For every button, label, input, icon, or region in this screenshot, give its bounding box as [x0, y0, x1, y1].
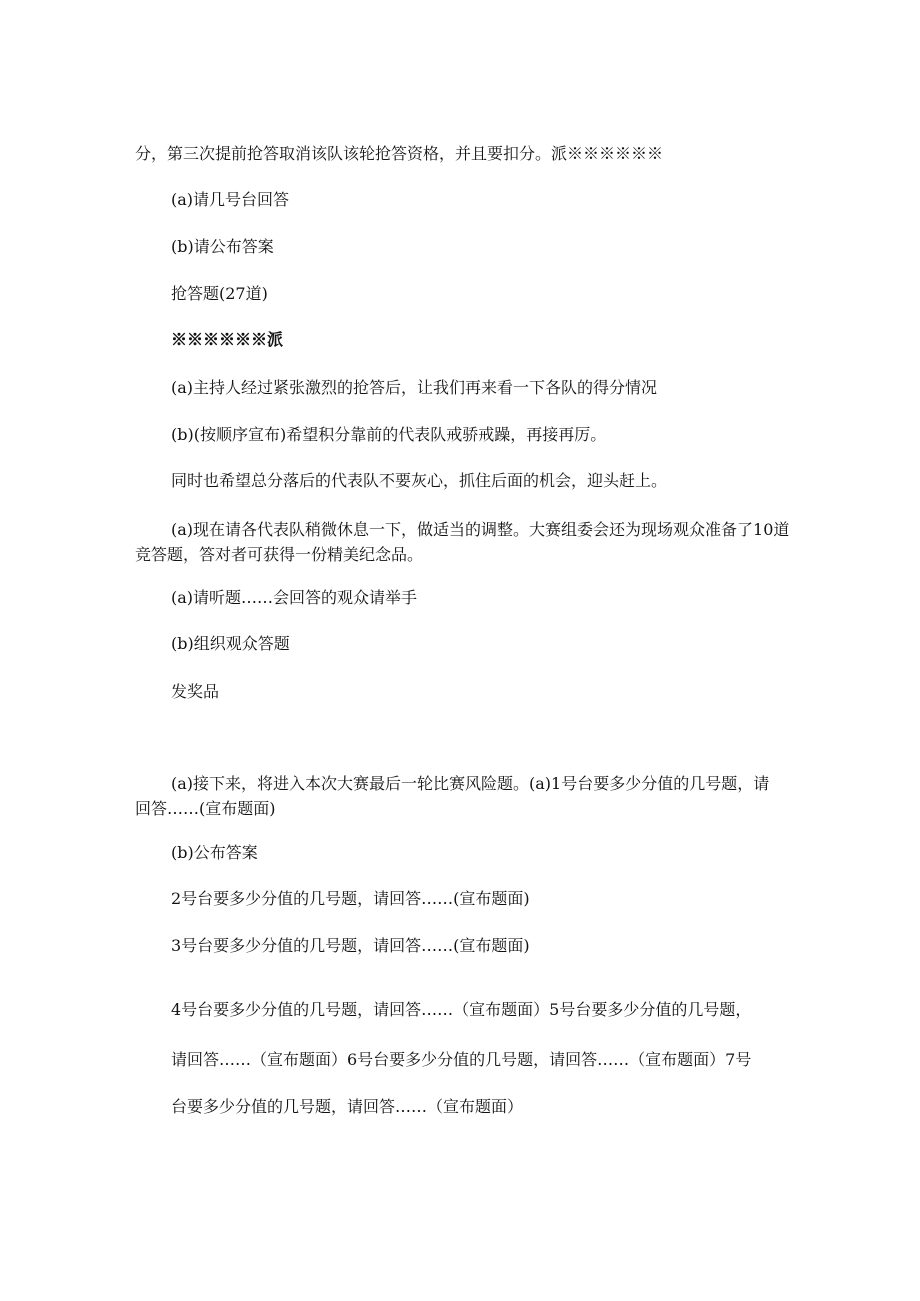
- paragraph-line: 3号台要多少分值的几号题，请回答……(宣布题面): [171, 936, 530, 955]
- paragraph-line: 发奖品: [171, 682, 220, 701]
- paragraph-line: (b)(按顺序宣布)希望积分靠前的代表队戒骄戒躁，再接再厉。: [171, 425, 607, 444]
- paragraph-line: (b)组织观众答题: [171, 634, 290, 653]
- paragraph: (a)现在请各代表队稍微休息一下，做适当的调整。大赛组委会还为现场观众准备了10道竞答题，答对者可获得一份精美纪念品。: [135, 520, 790, 564]
- paragraph-line: (b)公布答案: [171, 843, 258, 862]
- paragraph-line: 抢答题(27道): [171, 284, 268, 303]
- paragraph-line: 分，第三次提前抢答取消该队该轮抢答资格，并且要扣分。派※※※※※※: [135, 144, 664, 163]
- paragraph-line: 同时也希望总分落后的代表队不要灰心，抓住后面的机会，迎头赶上。: [171, 471, 668, 490]
- paragraph-line: ※※※※※※派: [171, 330, 284, 349]
- paragraph-line: 4号台要多少分值的几号题，请回答……（宣布题面）5号台要多少分值的几号题，: [171, 1000, 752, 1019]
- paragraph-line: (a)请听题……会回答的观众请举手: [171, 588, 418, 607]
- paragraph-line: 请回答……（宣布题面）6号台要多少分值的几号题，请回答……（宣布题面）7号: [171, 1050, 752, 1069]
- paragraph-line: (a)请几号台回答: [171, 190, 290, 209]
- paragraph-line: 台要多少分值的几号题，请回答……（宣布题面）: [171, 1097, 524, 1116]
- paragraph-line: (a)主持人经过紧张激烈的抢答后，让我们再来看一下各队的得分情况: [171, 378, 658, 397]
- paragraph-line: 2号台要多少分值的几号题，请回答……(宣布题面): [171, 889, 530, 908]
- paragraph-line: (b)请公布答案: [171, 237, 274, 256]
- paragraph: (a)接下来，将进入本次大赛最后一轮比赛风险题。(a)1号台要多少分值的几号题，请回答……(宣布题面): [135, 774, 770, 818]
